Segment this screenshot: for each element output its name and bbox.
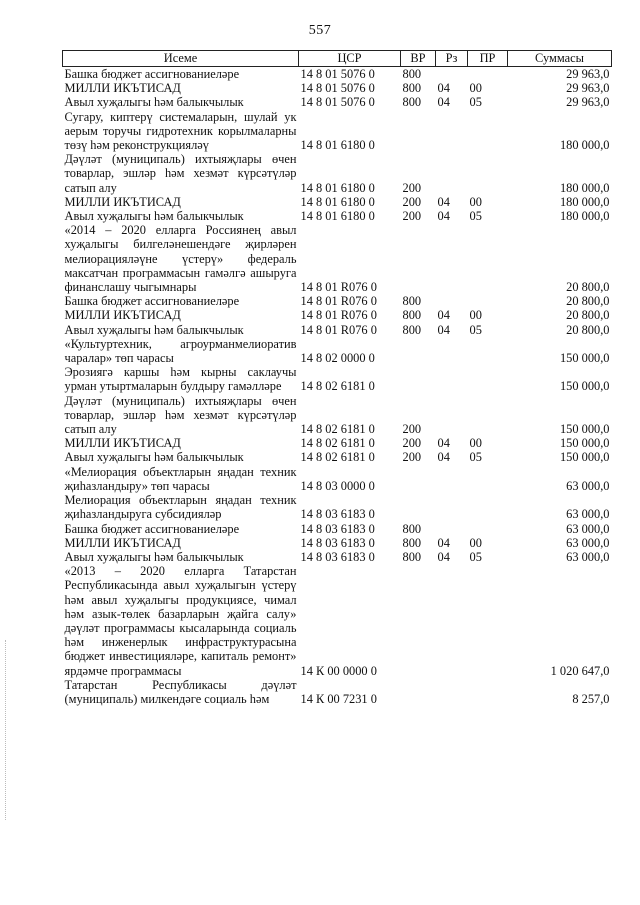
row-vr: 200 xyxy=(402,436,422,451)
row-sum: 8 257,0 xyxy=(572,691,610,706)
row-rz xyxy=(436,294,468,308)
row-name: Эрозиягә каршы һәм кырны саклаучы урман утыртмаларын булдыру гамәлләре xyxy=(64,365,297,394)
row-sum: 20 800,0 xyxy=(566,294,610,309)
row-csr: 14 8 01 5076 0 xyxy=(300,67,375,81)
header-vr: ВР xyxy=(401,51,436,67)
row-name: МИЛЛИ ИКЪТИСАД xyxy=(64,81,181,96)
row-csr: 14 8 01 5076 0 xyxy=(300,95,375,110)
row-name: МИЛЛИ ИКЪТИСАД xyxy=(64,535,181,550)
row-pr xyxy=(468,678,508,706)
row-rz xyxy=(436,522,468,536)
table-row xyxy=(63,209,612,223)
table-row xyxy=(63,436,612,450)
row-csr: 14 8 01 6180 0 xyxy=(300,138,375,153)
row-pr: 00 xyxy=(469,81,482,96)
row-name: Татарстан Республикасы дәүләт (муниципаль) милкендәге социаль һәм xyxy=(64,677,297,706)
row-pr: 00 xyxy=(469,194,482,209)
table-row xyxy=(63,365,612,393)
row-name: «2013 – 2020 елларга Татарстан Республикасында авыл хуҗалыгын үстерү һәм авыл хуҗалыгы продукциясе, чимал һәм азык-төлек базарларын җайга салу» дәүләт программасы кысаларында социаль һәм инженерлык инфраструктурасына бюджет инвестицияләре, капиталь ремонт» ярдәмче программасы xyxy=(64,564,297,678)
header-pr: ПР xyxy=(468,51,508,67)
row-name: Авыл хуҗалыгы һәм балыкчылык xyxy=(64,95,244,110)
row-csr: 14 8 01 5076 0 xyxy=(300,81,375,96)
row-vr xyxy=(401,678,436,706)
page-number: 557 xyxy=(308,23,332,38)
row-sum: 29 963,0 xyxy=(566,81,610,96)
row-name: Авыл хуҗалыгы һәм балыкчылык xyxy=(64,450,244,465)
row-rz xyxy=(436,564,468,678)
row-pr xyxy=(468,294,508,308)
row-pr xyxy=(468,223,508,294)
row-rz: 04 xyxy=(437,322,450,337)
table-row xyxy=(63,81,612,95)
row-vr: 200 xyxy=(402,194,422,209)
row-vr xyxy=(401,564,436,678)
row-csr: 14 8 01 R076 0 xyxy=(300,294,377,309)
row-pr: 05 xyxy=(469,450,482,465)
row-name: Дәүләт (муниципаль) ихтыяҗлары өчен товарлар, эшләр һәм хезмәт күрсәтүләр сатып алу xyxy=(64,152,297,195)
row-csr: 14 К 00 7231 0 xyxy=(300,691,377,706)
row-pr: 05 xyxy=(469,322,482,337)
row-pr: 05 xyxy=(469,549,482,564)
row-csr: 14 8 01 6180 0 xyxy=(300,180,375,195)
row-pr: 05 xyxy=(469,95,482,110)
row-pr: 00 xyxy=(469,436,482,451)
table-row xyxy=(63,678,612,706)
row-csr: 14 8 02 0000 0 xyxy=(300,351,375,366)
row-sum: 1 020 647,0 xyxy=(550,663,610,678)
row-rz: 04 xyxy=(437,194,450,209)
row-sum: 180 000,0 xyxy=(559,194,610,209)
row-name: Авыл хуҗалыгы һәм балыкчылык xyxy=(64,549,244,564)
row-vr xyxy=(401,365,436,393)
row-csr: 14 8 03 6183 0 xyxy=(300,521,375,536)
row-pr xyxy=(468,493,508,521)
table-row xyxy=(63,95,612,109)
row-csr: 14 К 00 0000 0 xyxy=(300,663,377,678)
row-vr: 200 xyxy=(402,209,422,224)
table-header xyxy=(63,51,612,67)
row-vr: 800 xyxy=(402,67,422,81)
row-sum: 63 000,0 xyxy=(566,478,610,493)
table-row xyxy=(63,195,612,209)
row-name: Сугару, киптерү системаларын, шулай ук аерым торучы гидротехник корылмаларны төзү һәм реконструкцияләү xyxy=(64,109,297,153)
row-name: «Культуртехник, агроурманмелиоратив чаралар» төп чарасы xyxy=(64,336,297,366)
row-csr: 14 8 01 6180 0 xyxy=(300,209,375,224)
row-pr: 00 xyxy=(469,308,482,323)
row-sum: 63 000,0 xyxy=(566,507,610,522)
row-vr xyxy=(401,223,436,294)
row-rz xyxy=(436,337,468,365)
row-pr xyxy=(468,337,508,365)
row-pr: 05 xyxy=(469,209,482,224)
row-vr: 200 xyxy=(402,450,422,465)
row-csr: 14 8 01 R076 0 xyxy=(300,308,377,323)
row-pr xyxy=(468,110,508,153)
row-vr xyxy=(401,110,436,153)
table-row xyxy=(63,394,612,437)
row-name: Башка бюджет ассигнованиеләре xyxy=(64,67,240,81)
row-sum: 63 000,0 xyxy=(566,549,610,564)
row-csr: 14 8 03 0000 0 xyxy=(300,478,375,493)
header-csr: ЦСР xyxy=(299,51,401,67)
row-rz xyxy=(436,465,468,493)
row-rz xyxy=(436,493,468,521)
row-csr: 14 8 01 R076 0 xyxy=(300,280,377,295)
row-sum: 180 000,0 xyxy=(559,180,610,195)
row-rz: 04 xyxy=(437,535,450,550)
row-pr xyxy=(468,152,508,195)
row-vr: 200 xyxy=(402,180,422,195)
budget-table xyxy=(62,50,612,706)
row-sum: 29 963,0 xyxy=(566,95,610,110)
row-sum: 29 963,0 xyxy=(566,67,610,81)
row-vr: 800 xyxy=(402,322,422,337)
row-sum: 63 000,0 xyxy=(566,521,610,536)
row-vr xyxy=(401,337,436,365)
table-row xyxy=(63,536,612,550)
row-csr: 14 8 02 6181 0 xyxy=(300,422,375,437)
row-sum: 63 000,0 xyxy=(566,535,610,550)
table-row xyxy=(63,110,612,153)
row-rz xyxy=(436,110,468,153)
row-csr: 14 8 03 6183 0 xyxy=(300,507,375,522)
table-row xyxy=(63,67,612,82)
header-rz: Рз xyxy=(436,51,468,67)
row-name: Авыл хуҗалыгы һәм балыкчылык xyxy=(64,209,244,224)
row-sum: 150 000,0 xyxy=(559,379,610,394)
margin-mark xyxy=(5,640,9,820)
table-row xyxy=(63,223,612,294)
row-rz xyxy=(436,152,468,195)
row-vr: 800 xyxy=(402,549,422,564)
row-rz: 04 xyxy=(437,450,450,465)
table-row xyxy=(63,493,612,521)
table-row xyxy=(63,337,612,365)
row-vr: 800 xyxy=(402,521,422,536)
table-row xyxy=(63,465,612,493)
header-name: Исеме xyxy=(63,51,299,67)
table-body xyxy=(63,67,612,707)
row-name: Башка бюджет ассигнованиеләре xyxy=(64,521,240,536)
row-pr xyxy=(468,522,508,536)
row-pr xyxy=(468,365,508,393)
row-vr: 200 xyxy=(402,422,422,437)
table-row xyxy=(63,152,612,195)
table-row xyxy=(63,522,612,536)
row-rz: 04 xyxy=(437,209,450,224)
row-name: МИЛЛИ ИКЪТИСАД xyxy=(64,194,181,209)
row-sum: 150 000,0 xyxy=(559,450,610,465)
row-sum: 150 000,0 xyxy=(559,436,610,451)
table-row xyxy=(63,308,612,322)
row-pr xyxy=(468,67,508,82)
row-rz xyxy=(436,365,468,393)
row-sum: 150 000,0 xyxy=(559,351,610,366)
row-name: Башка бюджет ассигнованиеләре xyxy=(64,294,240,309)
row-name: Мелиорация объектларын яңадан техник җиһазландыруга субсидияләр xyxy=(64,493,297,522)
row-name: МИЛЛИ ИКЪТИСАД xyxy=(64,308,181,323)
row-name: МИЛЛИ ИКЪТИСАД xyxy=(64,436,181,451)
row-vr: 800 xyxy=(402,294,422,309)
row-rz xyxy=(436,67,468,82)
row-vr: 800 xyxy=(402,308,422,323)
row-sum: 180 000,0 xyxy=(559,209,610,224)
row-rz: 04 xyxy=(437,308,450,323)
row-pr xyxy=(468,465,508,493)
row-vr: 800 xyxy=(402,81,422,96)
row-sum: 180 000,0 xyxy=(559,138,610,153)
row-csr: 14 8 02 6181 0 xyxy=(300,379,375,394)
row-sum: 20 800,0 xyxy=(566,322,610,337)
row-csr: 14 8 02 6181 0 xyxy=(300,450,375,465)
table-row xyxy=(63,550,612,564)
row-pr: 00 xyxy=(469,535,482,550)
row-vr: 800 xyxy=(402,95,422,110)
row-vr xyxy=(401,465,436,493)
row-csr: 14 8 02 6181 0 xyxy=(300,436,375,451)
row-rz: 04 xyxy=(437,549,450,564)
row-csr: 14 8 03 6183 0 xyxy=(300,535,375,550)
row-vr xyxy=(401,493,436,521)
row-sum: 20 800,0 xyxy=(566,280,610,295)
row-sum: 150 000,0 xyxy=(559,422,610,437)
row-csr: 14 8 01 6180 0 xyxy=(300,194,375,209)
row-vr: 800 xyxy=(402,535,422,550)
row-csr: 14 8 03 6183 0 xyxy=(300,549,375,564)
row-rz xyxy=(436,223,468,294)
header-sum: Суммасы xyxy=(508,51,612,67)
row-name: Авыл хуҗалыгы һәм балыкчылык xyxy=(64,322,244,337)
table-row xyxy=(63,323,612,337)
row-rz xyxy=(436,394,468,437)
row-name: Дәүләт (муниципаль) ихтыяҗлары өчен товарлар, эшләр һәм хезмәт күрсәтүләр сатып алу xyxy=(64,393,297,437)
row-rz: 04 xyxy=(437,81,450,96)
table-row xyxy=(63,294,612,308)
table-row xyxy=(63,450,612,464)
row-sum: 20 800,0 xyxy=(566,308,610,323)
row-pr xyxy=(468,564,508,678)
header-row xyxy=(63,51,612,67)
table-row xyxy=(63,564,612,678)
row-pr xyxy=(468,394,508,437)
row-rz: 04 xyxy=(437,95,450,110)
row-name: «Мелиорация объектларын яңадан техник җиһазландыру» төп чарасы xyxy=(64,464,297,493)
row-rz xyxy=(436,678,468,706)
row-name: «2014 – 2020 елларга Россиянең авыл хуҗалыгы билгеләнешендәге җирләрен мелиорацияләүне үстерү» федераль максатчан программасын гамәлгә ашыруга финанслашу чыгымнары xyxy=(64,223,297,295)
row-csr: 14 8 01 R076 0 xyxy=(300,322,377,337)
row-rz: 04 xyxy=(437,436,450,451)
